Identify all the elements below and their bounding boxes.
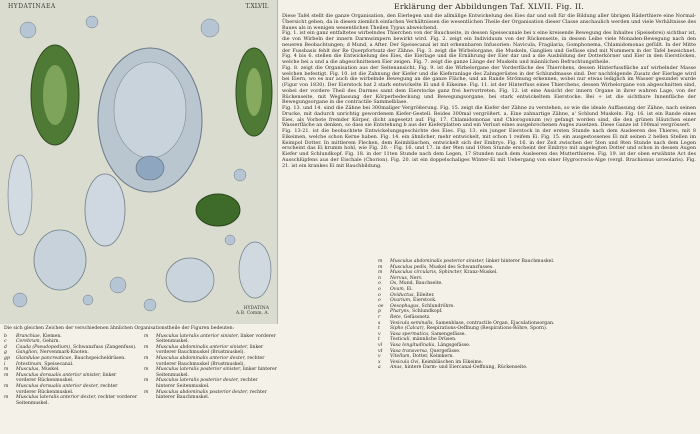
legend-description: Respirations-Oeffnung (Respirations-Röhre, Sporn). xyxy=(426,326,548,332)
legend-description: Schwanzfuss (Zangenfuss). xyxy=(73,344,137,350)
legend-term: Os, xyxy=(390,281,398,287)
legend-description: rechter hinterer Seitenmuskel. xyxy=(156,378,258,389)
legend-term: Vasa transversa, xyxy=(390,348,429,354)
legend-symbol: o xyxy=(378,281,381,287)
legend-term: Musculus lateralis posterior sinister, xyxy=(156,367,242,373)
legend-description: Eierstock. xyxy=(413,298,437,304)
legend-symbol: m xyxy=(4,395,9,401)
legend-symbol: o xyxy=(378,286,381,292)
legend-term: Ovum, xyxy=(390,286,406,292)
legend-symbol: g xyxy=(4,350,7,356)
plate-drawing xyxy=(0,0,277,324)
legend-symbol: m xyxy=(378,270,383,276)
plate-number: T.XLVII. xyxy=(245,3,269,10)
legend-entry xyxy=(4,395,138,406)
legend-description: Samenblase, contractile Organ, Ejaculationsorgan. xyxy=(435,320,555,326)
legend-term: Glandulae pancreaticae, xyxy=(16,355,73,361)
legend-term: Sipho (Calcar), xyxy=(390,326,426,332)
legend-symbol: gp xyxy=(4,355,10,361)
legend-symbol: a xyxy=(378,365,381,371)
paragraph: Fig. 8. zeigt die Organisation aus der Seitenansicht, Fig. 9. ist die Wirbelorgane der Vorderfläche des Thierchens, dessen Hinterfussfläche auf wirbelnder Masse welchen befestigt. Fig. 10. ist die Zahnung der Kiefer und die Kieferanlage des Zahngerüstes in der Schlundmasse sind. Der nachfolgende Zusatz der Eierlage wird bei Eiern, wo es nur auch die wirbelnde Bewegung an die ganze Fläche, und an Rande Strömung erkennen, wobei nur etwas lediglich im Wasser gesundet wurde (Figur von 1830). Der Eierstock hat 2 stark entwickelte Ei und 6 Eikeime. Fig. 11. ist der Hinterfuss eines Thierchens, dessen Wirbelorgane von abgeschnitten sind, wobei der vordere Theil des Darmes samt dem Eierstocke ganz frei hervortreten. Fig. 12. ist eine Ansicht der innern Organe in ihrer wahren Lage, von der Rückenseite, mit Weglassung der Körperbedeckung und Bewegungsorgane, bei stark entwickeltem Eierstocke. Bei + ist die sichtbare Innenfläche der Bewegungsorgane in die contractile Sammelblase. xyxy=(282,64,696,106)
legend-description: Schlundkopf. xyxy=(412,309,443,315)
legend-term: Ganglion, xyxy=(16,350,39,356)
legend-term: Musculus lateralis anterior sinister, xyxy=(156,333,239,339)
legend-text xyxy=(390,365,527,371)
legend-term: Nervus, xyxy=(390,275,409,281)
legend-description: linker hinterer Bauchmuskel. xyxy=(485,259,555,264)
legend-text xyxy=(16,373,138,384)
legend-symbol: o xyxy=(378,298,381,304)
legend-symbol: i xyxy=(4,361,6,367)
legend-description: Nerv. xyxy=(409,275,423,281)
paragraph: Fig. 13. und 14. sind die Zähne bei 300maliger Vergrößerung. Fig. 15. zeigt die Kiefer der Zähne zu verstehen, so wie die ideale Auffassung der Zähne, nach seinen Drucke, mit dadurch unrichtig gewordenem Kiefer-Gestell. Beides 300mal vergrößert. a. Eine zahnartige Zähne, a' Schlund Muskeln. Fig. 16. ist ein Rande eines Eies, als Vorbote fremder Körper, dicht angesetzt auf. Fig. 17. Chlamidomonas und Chlorogonium (w) gefangt worden sind, die den grünen Häutchen einer Wasserfläche an denken, so dass sie Entstehung b aus der Kieferplatten und ein Verlust eines ausgebrochenen Auges zusetzen. Diese Ganze ist 100mal vergrössert. xyxy=(282,105,696,129)
legend-term: Pharynx, xyxy=(390,309,411,315)
legend-term: Vasa spermatica, xyxy=(390,331,430,337)
legend-symbol: m xyxy=(144,333,149,339)
legend-symbol: m xyxy=(144,367,149,373)
legend-description: Längsgefässe. xyxy=(437,342,471,348)
legend-column xyxy=(4,334,138,407)
legend-term: Vesicula seminalis, xyxy=(390,320,434,326)
legend-description: Eileiter. xyxy=(416,292,435,298)
paragraph: Fig. 1. ist ein ganz entfaltetes wirbelndes Thierchen von der Bauchseite, in dessen Speisecanale bei x eine kreisende Bewegung des Inhaltes (Speisebrei) sichtbar ist, die von Wirbeln der innern Darmwimpern bewirkt wird. Fig. 2. zeigt ein Individuum von der Rückenseite, in dessen Leibe viele Monaden-Bewegung nach den neueren Beobachtungen; d Mund, a After. Der Speisecanal ist mit erkennbaren Infusorien: Navicula, Fragilaria, Gomphonema, Chlamidomonas gefüllt. In der Mitte der Fussbasis fehlt der Re Querpfortsatz der Zähne. Fig. 3. zeigt die Wirbelorgane, die Muskeln, Ganglien und Gefässe sind mit Nummern in der Tafel bezeichnet. Fig. 4 bis 6. stellen die Entwickelung des Eies, die Eierlage und die Ernährung der Eier dar und a die Ausbildung der Dotterkörner und Eier in den Eierstöcken, welche bei a und a die abgeschnittenen Eier zeigen. Fig. 7. zeigt die ganze Länge der Muskeln und männlichen Befruchtungstheile. xyxy=(282,30,696,65)
legend-description: linker vorderer Rückenmuskel. xyxy=(16,372,117,384)
legend-description: Keimbläschen im Eikeime. xyxy=(421,359,484,365)
legend-symbol: t xyxy=(378,326,380,332)
legend-symbol: m xyxy=(378,264,383,270)
legend-term: Anus, xyxy=(390,365,404,371)
legend-term: Musculus abdominalis anterior sinister, xyxy=(156,344,249,350)
legend-description: Muskel. xyxy=(41,367,60,373)
legend-entry xyxy=(378,365,696,371)
legend-description: Mund, Bauchseite. xyxy=(399,281,443,287)
legend-description: Samengefässe. xyxy=(431,331,466,337)
legend-symbol: vt xyxy=(378,348,383,354)
legend-symbol: m xyxy=(4,372,9,378)
page-heading: Erklärung der Abbildungen Taf. XLVII. Fig. II. xyxy=(393,2,585,11)
legend-description: rechter vorderer Rückenmuskel. xyxy=(16,383,118,395)
legend-term: Musculus abdominalis posterior dexter, xyxy=(156,389,249,395)
legend-symbol: vl xyxy=(378,342,383,348)
legend-term: Musculus abdominalis posterior sinister, xyxy=(390,259,485,264)
legend-symbol: m xyxy=(144,344,149,350)
legend-term: Musculus dorsualis anterior sinister, xyxy=(16,372,102,378)
legend-description: Ei. xyxy=(406,286,413,292)
legend-description: Gefässnetz. xyxy=(403,314,431,320)
legend-text xyxy=(156,356,278,367)
legend-symbol: x xyxy=(378,359,381,365)
legend-term: Oesophagus, xyxy=(390,303,420,309)
legend-entry xyxy=(144,345,278,356)
legend-entry xyxy=(4,384,138,395)
legend-term: Musculus circularis, Sphincter, xyxy=(390,270,463,276)
legend-description: Schlundröhre. xyxy=(421,303,455,309)
legend-symbol: d xyxy=(4,344,7,350)
legend-term: Rete, xyxy=(390,314,403,320)
legend-term: Branchiae, xyxy=(16,333,42,339)
legend-symbol: o xyxy=(378,292,381,298)
legend-term: Musculus, xyxy=(16,367,40,373)
plate-title: HYDATINAEA xyxy=(8,3,56,10)
legend-term: Vesicula Ovi, xyxy=(390,359,420,365)
legend-term: Musculus pedis, xyxy=(390,264,428,270)
legend-symbol: t xyxy=(378,337,380,343)
legend-description: Dotter, Keimkern. xyxy=(412,354,454,360)
legend-description: hintere Darm- und Eiercanal-Oeffnung, Rückenseite. xyxy=(404,365,528,371)
legend-symbol: m xyxy=(378,259,383,264)
legend-term: Musculus abdominalis anterior dexter, xyxy=(156,355,246,361)
legend-header: Die sich gleichen Zeichen der verschiedenen ähnlichen Organisationstheile der Figuren bedeuten: xyxy=(4,326,235,331)
legend-symbol: m xyxy=(144,378,149,384)
legend-description: Muskel des Schwanzfusses. xyxy=(429,264,494,270)
legend-term: Musculus lateralis posterior dexter, xyxy=(156,378,239,384)
paragraph: Fig. 13-21. ist die beobachtete Entwickelungsgeschichte des Eies. Fig. 13. ein junger Eierstock in der ersten Stunde nach dem Ausleeren des Thieres, mit 8 Eikeimen, welche schon Kerne haben. Fig. 14. ein ähnlicher, mehr entwickelt, mit schon 1 reifem Ei. Fig. 15. ein ausgestossenes Ei mit seinen 2 hellen Stellen im Keimpol Dotter. In mittlerem Flecken, dem Keimbläschen, entwickelt sich der Embryo. Fig. 16. in der Zeit zwischen der 5ten und 8ten Stunde nach dem Legen erscheint das Ei krumm hohl, wie Fig. 20. - Fig. 16. und 17. in der 9ten und 10ten Stunde erscheint der Embryo mit angelegten Dotter und schon in dessen Augen Kiefer und Schlundkopf. Fig. 18. in der 11ten Stunde nach dem Legen, 17 Stunden nach dem Ausleeren des Mutterthieres. Fig. 19. ist der oben erwähnte Act des Ausschlüpfens aus der Eischale (Chorion). Fig. 20. ist ein doppelschaliges Winter-Ei mit Uebergang von einer Hygrocrocis-Alge (vergl. Brachionus urceolaris). Fig. 21. ist ein krankes Ei mit Bauchbildung. xyxy=(282,128,696,169)
legend-term: Musculus dorsualis anterior dexter, xyxy=(16,383,99,389)
legend-description: Nervenmark-Knoten. xyxy=(39,350,89,356)
legend-symbol: p xyxy=(378,309,381,315)
legend-text xyxy=(16,384,138,395)
legend-term: Oviductus, xyxy=(390,292,415,298)
legend-symbol: b xyxy=(4,333,7,339)
legend-symbol: oe xyxy=(378,303,384,309)
legend-symbol: v xyxy=(378,331,381,337)
legend-column xyxy=(144,334,278,407)
paragraph: Diese Tafel stellt die ganze Organisation, den Eierlegen und die allmälige Entwickelung des Eies dar und soll für die Bildung aller übrigen Räderthiere eine Normal-Übersicht geben, da in diesen ziemlich einfachen Verhältnissen die wesentlichen Theile der Organisation dieser Classe anschaulich werden und viele Verhältnisse des Baues als in wenigen wesentlichen Theilen Typus abweichend. xyxy=(282,13,696,31)
plate-signature-name: HYDATINA xyxy=(243,306,269,311)
legend-symbol: m xyxy=(144,389,149,395)
legend-term: Cerebrum, xyxy=(16,339,42,345)
legend-term: Intestinum, xyxy=(16,361,43,367)
legend-description: männliche Drüsen. xyxy=(412,337,457,343)
legend-entry xyxy=(144,390,278,401)
plate-illustration xyxy=(0,0,278,324)
legend-text xyxy=(156,367,278,378)
legend-term: Testiculi, xyxy=(390,337,412,343)
legend-term: Cauda (Pseudopodium), xyxy=(16,344,72,350)
legend-description: linker hinterer Seitenmuskel. xyxy=(156,367,277,378)
explanation-text xyxy=(282,2,696,169)
legend-description: Kiemen. xyxy=(42,333,62,339)
legend-term: Ovarium, xyxy=(390,298,412,304)
legend-text xyxy=(156,390,278,401)
legend-symbol: r xyxy=(378,314,381,320)
legend-entry xyxy=(144,356,278,367)
legend-entry xyxy=(144,334,278,345)
legend-description: linker vorderer Bauchmuskel (Brustmuskel). xyxy=(156,344,264,356)
plate-signature-sub: A.B. Comm. A. xyxy=(235,311,269,316)
legend-description: Bauchspeicheldrüsen. xyxy=(74,355,126,361)
legend-term: Musculus lateralis anterior dexter, xyxy=(16,395,97,401)
legend-term: Vasa longitudinalia, xyxy=(390,342,436,348)
legend-symbol: m xyxy=(4,367,9,373)
legend-symbol: n xyxy=(378,275,381,281)
legend-text xyxy=(16,395,138,406)
legend-description: rechter vorderer Seitenmuskel. xyxy=(16,395,138,406)
legend-text xyxy=(156,378,278,389)
legend-symbol: v xyxy=(378,354,381,360)
legend-description: linker vorderer Seitenmuskel. xyxy=(156,333,276,345)
rotifer-green-bottom xyxy=(196,194,240,226)
legend-symbol: s xyxy=(378,320,381,326)
legend-description: Gehirn. xyxy=(42,339,60,345)
legend-description: Speisecanal. xyxy=(44,361,74,367)
legend-left xyxy=(4,326,278,406)
legend-symbol: m xyxy=(144,355,149,361)
legend-right xyxy=(378,259,696,371)
legend-entry xyxy=(4,373,138,384)
legend-text xyxy=(156,345,278,356)
legend-symbol: m xyxy=(4,383,9,389)
legend-description: Kranz-Muskel. xyxy=(463,270,498,276)
plate-signature xyxy=(236,306,269,316)
legend-entry xyxy=(144,378,278,389)
legend-text xyxy=(156,334,278,345)
legend-description: Quergefässe. xyxy=(429,348,461,354)
legend-symbol: c xyxy=(4,339,7,345)
legend-term: Vitellum, xyxy=(390,354,411,360)
legend-description: rechter vorderer Bauchmuskel (Brustmuskel). xyxy=(156,355,265,367)
legend-description: rechter hinterer Bauchmuskel. xyxy=(156,389,267,401)
legend-entry xyxy=(144,367,278,378)
